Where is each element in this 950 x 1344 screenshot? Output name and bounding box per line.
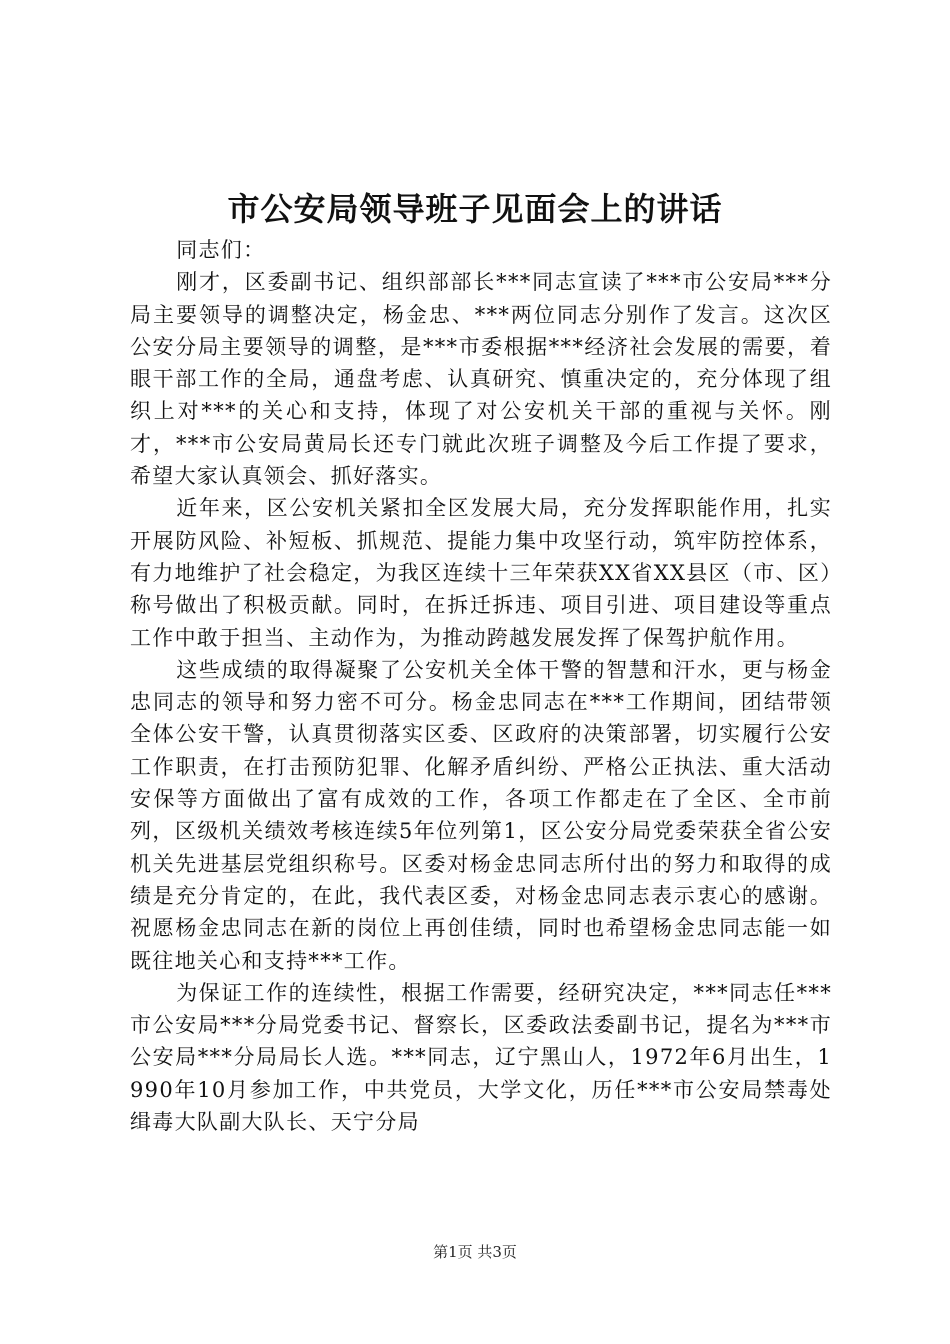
body-paragraph: 近年来，区公安机关紧扣全区发展大局，充分发挥职能作用，扎实开展防风险、补短板、抓规范、提能力集中攻坚行动，筑牢防控体系，有力地维护了社会稳定，为我区连续十三年荣获XX省XX县区（市、区）称号做出了积极贡献。同时，在拆迁拆违、项目引进、项目建设等重点工作中敢于担当、主动作为，为推动跨越发展发挥了保驾护航作用。 [130,496,832,650]
page-number-footer: 第1页 共3页 [433,1243,517,1261]
body-paragraph: 这些成绩的取得凝聚了公安机关全体干警的智慧和汗水，更与杨金忠同志的领导和努力密不可分。杨金忠同志在***工作期间，团结带领全体公安干警，认真贯彻落实区委、区政府的决策部署，切实履行公安工作职责，在打击预防犯罪、化解矛盾纠纷、严格公正执法、重大活动安保等方面做出了富有成效的工作，各项工作都走在了全区、全市前列，区级机关绩效考核连续5年位列第1，区公安分局党委荣获全省公安机关先进基层党组织称号。区委对杨金忠同志所付出的努力和取得的成绩是充分肯定的，在此，我代表区委，对杨金忠同志表示衷心的感谢。祝愿杨金忠同志在新的岗位上再创佳绩，同时也希望杨金忠同志能一如既往地关心和支持***工作。 [130,657,832,973]
body-paragraph: 刚才，区委副书记、组织部部长***同志宣读了***市公安局***分局主要领导的调整决定，杨金忠、***两位同志分别作了发言。这次区公安分局主要领导的调整，是***市委根据***经济社会发展的需要，着眼干部工作的全局，通盘考虑、认真研究、慎重决定的，充分体现了组织上对***的关心和支持，体现了对公安机关干部的重视与关怀。刚才，***市公安局黄局长还专门就此次班子调整及今后工作提了要求，希望大家认真领会、抓好落实。 [130,270,832,489]
body-paragraph: 为保证工作的连续性，根据工作需要，经研究决定，***同志任***市公安局***分局党委书记、督察长，区委政法委副书记，提名为***市公安局***分局局长人选。***同志，辽宁黑山人，1972年6月出生，1990年10月参加工作，中共党员，大学文化，历任***市公安局禁毒处缉毒大队副大队长、天宁分局 [130,980,832,1135]
document-body [130,234,832,1138]
salutation-paragraph: 同志们： [176,238,266,262]
document-title: 市公安局领导班子见面会上的讲话 [227,190,723,228]
